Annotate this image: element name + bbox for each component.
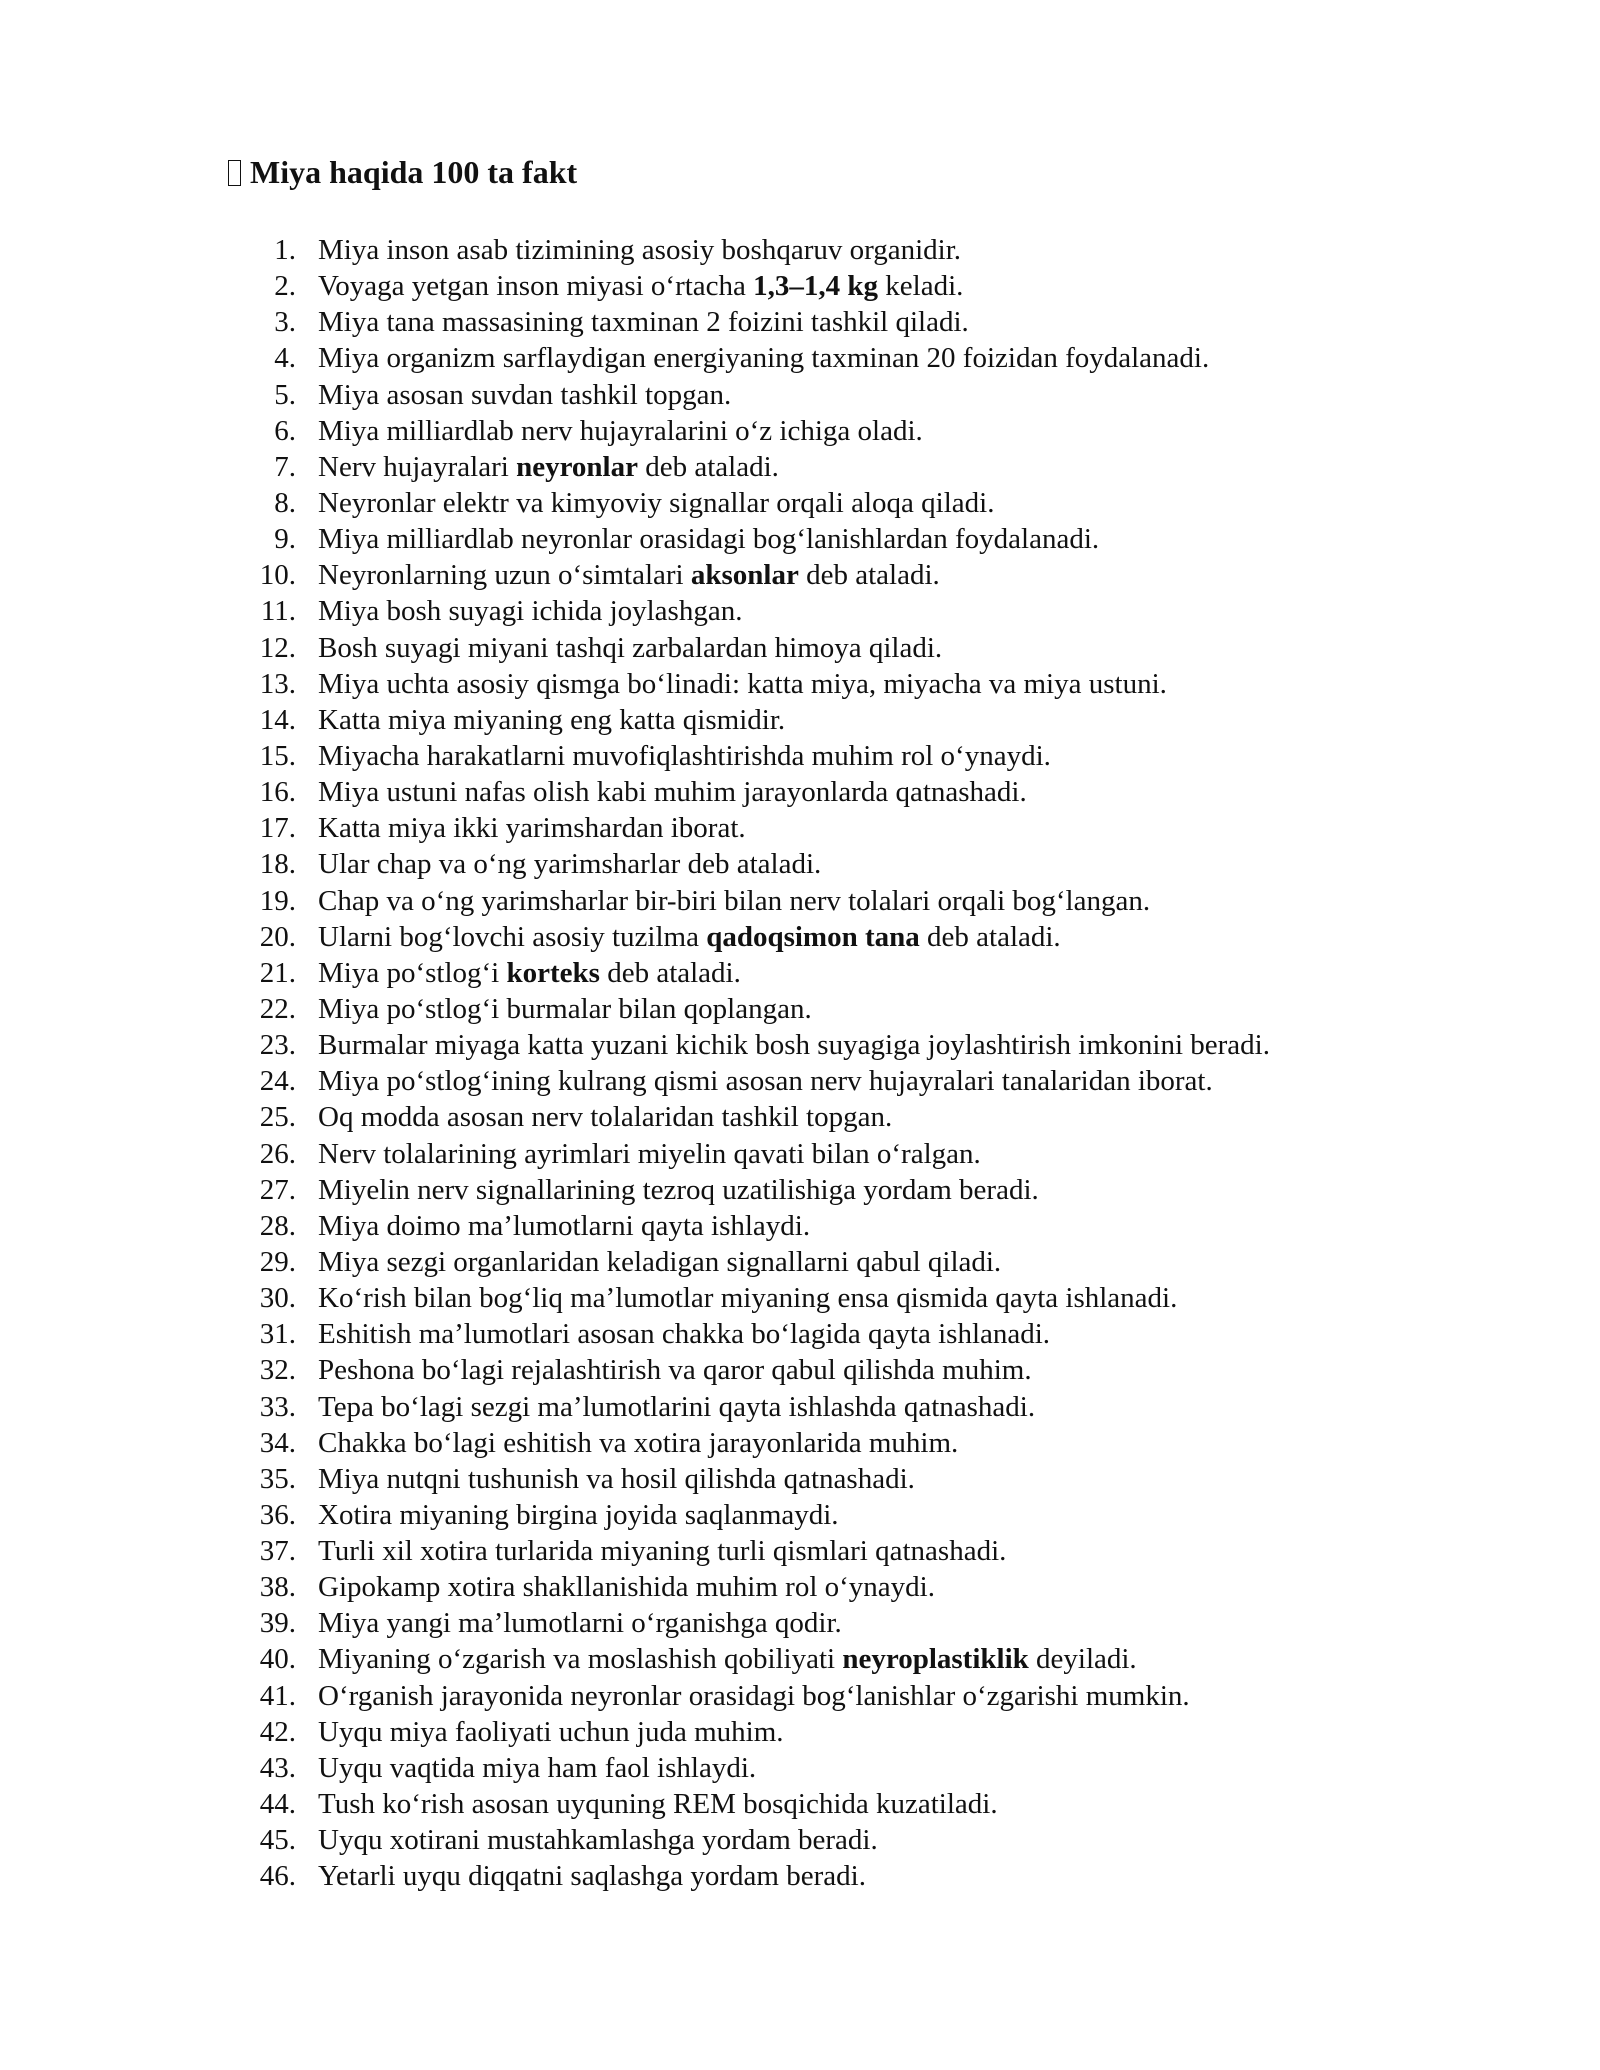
fact-number: 23. xyxy=(259,1029,296,1062)
fact-text xyxy=(318,1280,1177,1316)
fact-number: 40. xyxy=(259,1643,296,1676)
fact-text-segment: Miya milliardlab nerv hujayralarini o‘z ichiga oladi. xyxy=(318,414,923,447)
fact-text xyxy=(318,521,1099,557)
fact-text xyxy=(318,413,923,449)
fact-text-segment: Miya po‘stlog‘i xyxy=(318,956,507,989)
fact-text-segment: Chakka bo‘lagi eshitish va xotira jarayonlarida muhim. xyxy=(318,1426,959,1459)
fact-text xyxy=(318,1822,878,1858)
fact-text xyxy=(318,1714,784,1750)
fact-item xyxy=(250,1641,1450,1677)
fact-item xyxy=(250,919,1450,955)
fact-number: 10. xyxy=(259,559,296,592)
fact-text xyxy=(318,268,963,304)
fact-text-segment: Burmalar miyaga katta yuzani kichik bosh suyagiga joylashtirish imkonini beradi. xyxy=(318,1029,1270,1062)
fact-number: 45. xyxy=(259,1824,296,1857)
fact-number: 18. xyxy=(259,848,296,881)
page-title xyxy=(228,152,577,192)
fact-text-segment: Miya po‘stlog‘i burmalar bilan qoplangan. xyxy=(318,992,812,1025)
fact-text xyxy=(318,1569,935,1605)
fact-text-segment: Ko‘rish bilan bog‘liq ma’lumotlar miyaning ensa qismida qayta ishlanadi. xyxy=(318,1282,1178,1315)
fact-text xyxy=(318,340,1209,376)
fact-item xyxy=(250,666,1450,702)
fact-text-segment: Katta miya miyaning eng katta qismidir. xyxy=(318,703,786,736)
fact-number: 22. xyxy=(259,992,296,1025)
fact-text xyxy=(318,557,940,593)
fact-number: 1. xyxy=(274,234,296,266)
fact-item xyxy=(250,413,1450,449)
fact-text xyxy=(318,485,994,521)
fact-text-segment: Neyronlar elektr va kimyoviy signallar orqali aloqa qiladi. xyxy=(318,486,995,519)
fact-item xyxy=(250,1714,1450,1750)
fact-text-segment: keladi. xyxy=(878,270,964,303)
fact-item xyxy=(250,593,1450,629)
fact-bold-term: neyroplastiklik xyxy=(842,1643,1029,1676)
fact-number: 33. xyxy=(259,1390,296,1423)
fact-text-segment: Miya nutqni tushunish va hosil qilishda qatnashadi. xyxy=(318,1462,915,1495)
fact-number: 39. xyxy=(259,1607,296,1640)
fact-text xyxy=(318,1858,866,1894)
fact-text xyxy=(318,449,779,485)
fact-number: 32. xyxy=(259,1354,296,1387)
fact-text-segment: Miya uchta asosiy qismga bo‘linadi: katta miya, miyacha va miya ustuni. xyxy=(318,667,1167,700)
fact-bold-term: aksonlar xyxy=(690,559,799,592)
fact-item xyxy=(250,955,1450,991)
fact-text xyxy=(318,1208,810,1244)
fact-text-segment: Tepa bo‘lagi sezgi ma’lumotlarini qayta ishlashda qatnashadi. xyxy=(318,1390,1036,1423)
fact-item xyxy=(250,340,1450,376)
fact-item xyxy=(250,449,1450,485)
fact-text xyxy=(318,630,942,666)
fact-text xyxy=(318,810,746,846)
fact-text-segment: deyiladi. xyxy=(1028,1643,1137,1676)
fact-item xyxy=(250,774,1450,810)
fact-number: 14. xyxy=(259,703,296,736)
fact-number: 25. xyxy=(259,1101,296,1134)
fact-number: 37. xyxy=(259,1535,296,1568)
fact-text-segment: Yetarli uyqu diqqatni saqlashga yordam beradi. xyxy=(318,1860,866,1893)
fact-number: 8. xyxy=(274,486,296,519)
fact-text-segment: Miyelin nerv signallarining tezroq uzatilishiga yordam beradi. xyxy=(318,1173,1039,1206)
fact-text xyxy=(318,1244,1001,1280)
fact-item xyxy=(250,1858,1450,1894)
fact-number: 15. xyxy=(259,739,296,772)
fact-text xyxy=(318,1641,1137,1677)
fact-text-segment: Ular chap va o‘ng yarimsharlar deb ataladi. xyxy=(318,848,822,881)
fact-item xyxy=(250,1678,1450,1714)
fact-text xyxy=(318,1316,1050,1352)
fact-text xyxy=(318,1425,958,1461)
fact-text-segment: Miya asosan suvdan tashkil topgan. xyxy=(318,378,732,411)
fact-text-segment: deb ataladi. xyxy=(798,559,940,592)
fact-text-segment: Miya yangi ma’lumotlarni o‘rganishga qodir. xyxy=(318,1607,842,1640)
fact-text-segment: O‘rganish jarayonida neyronlar orasidagi bog‘lanishlar o‘zgarishi mumkin. xyxy=(318,1679,1190,1712)
fact-item xyxy=(250,232,1450,268)
fact-item xyxy=(250,557,1450,593)
fact-number: 17. xyxy=(259,812,296,845)
fact-text-segment: Chap va o‘ng yarimsharlar bir-biri bilan nerv tolalari orqali bog‘langan. xyxy=(318,884,1151,917)
fact-item xyxy=(250,1136,1450,1172)
fact-number: 31. xyxy=(259,1318,296,1351)
fact-item xyxy=(250,1569,1450,1605)
fact-text-segment: Miya bosh suyagi ichida joylashgan. xyxy=(318,595,743,628)
fact-text-segment: Miya sezgi organlaridan keladigan signallarni qabul qiladi. xyxy=(318,1245,1002,1278)
fact-text-segment: deb ataladi. xyxy=(919,920,1061,953)
fact-item xyxy=(250,1461,1450,1497)
fact-number: 43. xyxy=(259,1751,296,1784)
fact-text-segment: Uyqu miya faoliyati uchun juda muhim. xyxy=(318,1715,784,1748)
fact-number: 38. xyxy=(259,1571,296,1604)
fact-text xyxy=(318,991,812,1027)
fact-text-segment: Uyqu xotirani mustahkamlashga yordam beradi. xyxy=(318,1824,878,1857)
fact-number: 42. xyxy=(259,1715,296,1748)
fact-text xyxy=(318,1497,839,1533)
fact-item xyxy=(250,846,1450,882)
fact-item xyxy=(250,1172,1450,1208)
facts-list xyxy=(250,232,1450,1894)
fact-number: 12. xyxy=(259,631,296,664)
fact-text xyxy=(318,1172,1039,1208)
fact-number: 28. xyxy=(259,1209,296,1242)
fact-number: 30. xyxy=(259,1282,296,1315)
fact-text xyxy=(318,232,961,268)
fact-number: 29. xyxy=(259,1245,296,1278)
fact-item xyxy=(250,1786,1450,1822)
fact-item xyxy=(250,738,1450,774)
fact-text-segment: Miyacha harakatlarni muvofiqlashtirishda muhim rol o‘ynaydi. xyxy=(318,739,1051,772)
fact-text-segment: Miya doimo ma’lumotlarni qayta ishlaydi. xyxy=(318,1209,811,1242)
fact-text-segment: Oq modda asosan nerv tolalaridan tashkil topgan. xyxy=(318,1101,893,1134)
fact-item xyxy=(250,702,1450,738)
fact-text xyxy=(318,593,742,629)
fact-number: 36. xyxy=(259,1498,296,1531)
fact-text xyxy=(318,774,1027,810)
fact-number: 21. xyxy=(259,956,296,989)
fact-text-segment: Katta miya ikki yarimshardan iborat. xyxy=(318,812,746,845)
fact-text xyxy=(318,1136,981,1172)
fact-item xyxy=(250,377,1450,413)
fact-text-segment: Nerv tolalarining ayrimlari miyelin qavati bilan o‘ralgan. xyxy=(318,1137,981,1170)
fact-text-segment: Miya tana massasining taxminan 2 foizini tashkil qiladi. xyxy=(318,306,969,339)
fact-bold-term: 1,3–1,4 kg xyxy=(753,270,879,303)
fact-number: 9. xyxy=(274,523,296,556)
fact-item xyxy=(250,1280,1450,1316)
fact-item xyxy=(250,268,1450,304)
fact-text-segment: Tush ko‘rish asosan uyquning REM bosqichida kuzatiladi. xyxy=(318,1788,998,1821)
fact-number: 5. xyxy=(274,378,296,411)
fact-text xyxy=(318,1678,1190,1714)
fact-number: 19. xyxy=(259,884,296,917)
fact-text xyxy=(318,1063,1213,1099)
fact-item xyxy=(250,630,1450,666)
fact-text-segment: Miya inson asab tizimining asosiy boshqaruv organidir. xyxy=(318,234,962,266)
fact-text xyxy=(318,955,741,991)
fact-number: 11. xyxy=(260,595,296,628)
fact-item xyxy=(250,1063,1450,1099)
fact-item xyxy=(250,1099,1450,1135)
fact-item xyxy=(250,1027,1450,1063)
fact-text xyxy=(318,1786,998,1822)
fact-text-segment: Ularni bog‘lovchi asosiy tuzilma xyxy=(318,920,707,953)
fact-text-segment: Miya ustuni nafas olish kabi muhim jarayonlarda qatnashadi. xyxy=(318,776,1027,809)
fact-item xyxy=(250,1208,1450,1244)
fact-text xyxy=(318,702,785,738)
fact-number: 20. xyxy=(259,920,296,953)
fact-text-segment: deb ataladi. xyxy=(599,956,741,989)
fact-item xyxy=(250,304,1450,340)
fact-text xyxy=(318,1027,1270,1063)
fact-number: 16. xyxy=(259,776,296,809)
fact-text-segment: deb ataladi. xyxy=(637,450,779,483)
fact-number: 7. xyxy=(274,450,296,483)
fact-text xyxy=(318,304,969,340)
fact-item xyxy=(250,1533,1450,1569)
fact-item xyxy=(250,485,1450,521)
fact-text-segment: Nerv hujayralari xyxy=(318,450,517,483)
fact-number: 46. xyxy=(259,1860,296,1893)
fact-text xyxy=(318,1099,892,1135)
fact-text xyxy=(318,377,731,413)
fact-number: 3. xyxy=(274,306,296,339)
fact-number: 27. xyxy=(259,1173,296,1206)
fact-text-segment: Peshona bo‘lagi rejalashtirish va qaror qabul qilishda muhim. xyxy=(318,1354,1032,1387)
fact-number: 41. xyxy=(259,1679,296,1712)
fact-text xyxy=(318,1352,1032,1388)
fact-text xyxy=(318,1461,915,1497)
fact-item xyxy=(250,1425,1450,1461)
fact-text-segment: Uyqu vaqtida miya ham faol ishlaydi. xyxy=(318,1751,757,1784)
fact-text xyxy=(318,883,1150,919)
fact-bold-term: neyronlar xyxy=(516,450,638,483)
fact-item xyxy=(250,1605,1450,1641)
fact-text xyxy=(318,1605,842,1641)
fact-number: 26. xyxy=(259,1137,296,1170)
page-title-text: Miya haqida 100 ta fakt xyxy=(250,154,578,190)
fact-text-segment: Eshitish ma’lumotlari asosan chakka bo‘lagida qayta ishlanadi. xyxy=(318,1318,1051,1351)
fact-bold-term: qadoqsimon tana xyxy=(706,920,920,953)
fact-number: 44. xyxy=(259,1788,296,1821)
fact-text-segment: Miyaning o‘zgarish va moslashish qobiliyati xyxy=(318,1643,843,1676)
fact-item xyxy=(250,883,1450,919)
fact-item xyxy=(250,1750,1450,1786)
fact-text-segment: Bosh suyagi miyani tashqi zarbalardan himoya qiladi. xyxy=(318,631,943,664)
fact-item xyxy=(250,1352,1450,1388)
fact-item xyxy=(250,810,1450,846)
fact-text-segment: Xotira miyaning birgina joyida saqlanmaydi. xyxy=(318,1498,839,1531)
fact-number: 13. xyxy=(259,667,296,700)
fact-item xyxy=(250,991,1450,1027)
fact-text-segment: Miya milliardlab neyronlar orasidagi bog‘lanishlardan foydalanadi. xyxy=(318,523,1100,556)
fact-number: 34. xyxy=(259,1426,296,1459)
fact-item xyxy=(250,1389,1450,1425)
missing-glyph-icon xyxy=(228,160,241,186)
fact-text xyxy=(318,666,1167,702)
fact-text xyxy=(318,1389,1035,1425)
fact-text xyxy=(318,1750,756,1786)
fact-bold-term: korteks xyxy=(506,956,600,989)
fact-item xyxy=(250,1822,1450,1858)
fact-text xyxy=(318,846,821,882)
fact-item xyxy=(250,1244,1450,1280)
fact-number: 24. xyxy=(259,1065,296,1098)
fact-text xyxy=(318,919,1061,955)
fact-text xyxy=(318,738,1051,774)
fact-number: 4. xyxy=(274,342,296,375)
fact-text-segment: Miya organizm sarflaydigan energiyaning taxminan 20 foizidan foydalanadi. xyxy=(318,342,1210,375)
fact-text-segment: Turli xil xotira turlarida miyaning turli qismlari qatnashadi. xyxy=(318,1535,1007,1568)
fact-text-segment: Gipokamp xotira shakllanishida muhim rol o‘ynaydi. xyxy=(318,1571,935,1604)
fact-text xyxy=(318,1533,1006,1569)
fact-text-segment: Neyronlarning uzun o‘simtalari xyxy=(318,559,691,592)
fact-number: 2. xyxy=(274,270,296,303)
fact-number: 35. xyxy=(259,1462,296,1495)
fact-item xyxy=(250,521,1450,557)
fact-text-segment: Miya po‘stlog‘ining kulrang qismi asosan nerv hujayralari tanalaridan iborat. xyxy=(318,1065,1213,1098)
fact-item xyxy=(250,1316,1450,1352)
fact-item xyxy=(250,1497,1450,1533)
fact-number: 6. xyxy=(274,414,296,447)
fact-text-segment: Voyaga yetgan inson miyasi o‘rtacha xyxy=(318,270,754,303)
